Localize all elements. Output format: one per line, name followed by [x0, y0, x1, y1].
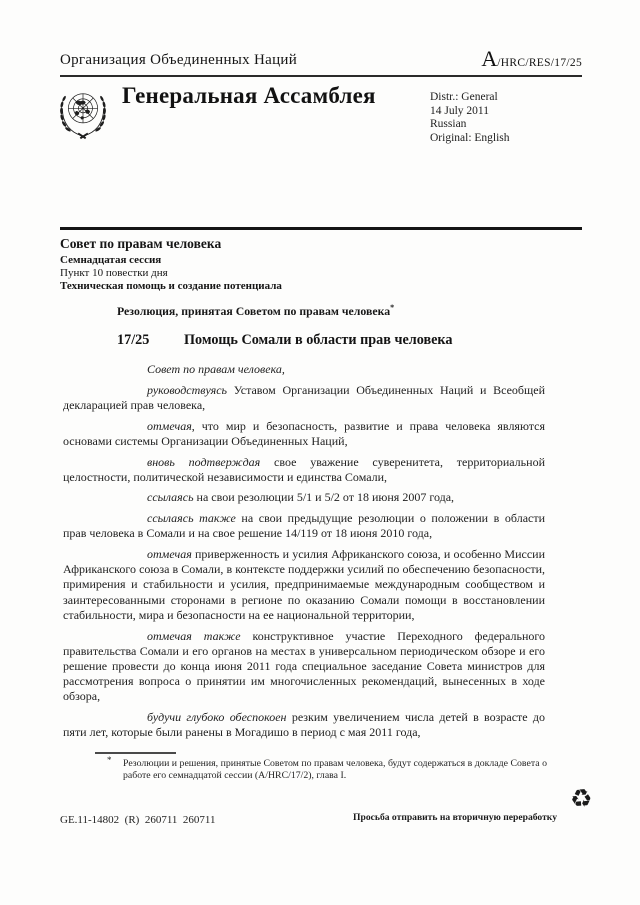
- document-symbol: [481, 46, 582, 72]
- resolution-title-row: [117, 332, 452, 349]
- resolution-preamble: [63, 362, 545, 746]
- original-language-line: Original: English: [430, 131, 510, 144]
- paragraph-body-text: на свои резолюции 5/1 и 5/2 от 18 июня 2007 года,: [193, 490, 455, 505]
- resolution-title: Помощь Сомали в области прав человека: [184, 332, 453, 348]
- paragraph-lead-italic: ссылаясь также: [147, 511, 236, 526]
- preamble-paragraph: [63, 710, 545, 740]
- date-line: 14 July 2011: [430, 104, 489, 117]
- paragraph-body-text: свое уважение суверенитета, территориальной целостности, политической независимости и единства Сомали,: [63, 454, 545, 484]
- header-divider: [60, 75, 582, 77]
- recycle-icon: ♻: [568, 783, 593, 814]
- paragraph-lead-italic: ссылаясь: [147, 490, 194, 505]
- council-name: Совет по правам человека: [60, 236, 222, 251]
- paragraph-lead-italic: отмечая: [147, 418, 192, 433]
- paragraph-lead-italic: будучи глубоко обеспокоен: [147, 710, 287, 725]
- paragraph-lead-italic: Совет по правам человека,: [147, 362, 285, 376]
- preamble-paragraph: [63, 362, 545, 377]
- footnote-mark: *: [107, 755, 112, 765]
- distr-line: Distr.: General: [430, 91, 498, 103]
- footnote-reference-mark: *: [390, 303, 395, 312]
- preamble-paragraph: [63, 490, 545, 505]
- agenda-item: Пункт 10 повестки дня: [60, 267, 168, 279]
- session-number: Семнадцатая сессия: [60, 254, 162, 266]
- document-id-footer: GE.11-14802 (R) 260711 260711: [60, 814, 216, 826]
- paragraph-body-text: резким увеличением числа детей в возрасте до пяти лет, которые были ранены в Могадишо в период с мая 2011 года,: [63, 710, 545, 740]
- document-symbol-letter: A: [481, 46, 498, 71]
- session-block: [60, 236, 282, 293]
- distribution-metadata: [430, 91, 510, 145]
- preamble-paragraph: [63, 511, 545, 541]
- paragraph-lead-italic: вновь подтверждая: [147, 454, 261, 469]
- paragraph-lead-italic: руководствуясь: [147, 382, 227, 397]
- preamble-paragraph: [63, 383, 545, 413]
- footnote-text: Резолюции и решения, принятые Советом по правам человека, будут содержаться в докладе Совета о работе его семнадцатой сессии (A/HRC/17/2), глава I.: [123, 758, 547, 782]
- language-line: Russian: [430, 118, 467, 130]
- preamble-paragraph: [63, 455, 545, 485]
- paragraph-lead-italic: отмечая: [147, 547, 192, 562]
- preamble-paragraph: [63, 547, 545, 623]
- organization-name: Организация Объединенных Наций: [60, 52, 298, 68]
- preamble-paragraph: [63, 629, 545, 705]
- page-title: Генеральная Ассамблея: [122, 83, 376, 108]
- preamble-paragraph: [63, 419, 545, 449]
- recycle-note: Просьба отправить на вторичную переработку: [353, 812, 557, 823]
- paragraph-body-text: конструктивное участие Переходного федерального правительства Сомали и его органов на местах в универсальном периодическом обзоре и его решение провести до конца июня 2011 года специальное заседание Совета министров для рассмотрения вопроса о принятии им многочисленных рекомендаций, вынесенных в ходе обзора,: [63, 628, 545, 704]
- paragraph-body-text: на свои предыдущие резолюции о положении в области прав человека в Сомали и на свое решение 14/119 от 18 июня 2010 года,: [63, 511, 546, 541]
- resolution-heading-text: Резолюция, принятая Советом по правам человека: [117, 303, 391, 318]
- section-divider: [60, 227, 582, 230]
- paragraph-body-text: Уставом Организации Объединенных Наций и Всеобщей декларацией прав человека,: [63, 382, 545, 412]
- un-emblem-icon: [56, 82, 110, 140]
- resolution-number: 17/25: [117, 332, 150, 348]
- paragraph-lead-italic: отмечая также: [147, 628, 241, 643]
- agenda-topic: Техническая помощь и создание потенциала: [60, 280, 282, 292]
- paragraph-body-text: , что мир и безопасность, развитие и права человека являются основами системы Организации Объединенных Наций,: [63, 418, 545, 448]
- paragraph-body-text: приверженность и усилия Африканского союза, и особенно Миссии Африканского союза в Сомали, в контексте поддержки усилий по обеспечению безопасности, примирения и стабильности и усилия, предпринимаемые международным сообществом и заинтересованными сторонами в регионе по оказанию Сомали помощи в восстановлении стабильности, мира и безопасности на ее национальной территории,: [63, 547, 545, 622]
- document-symbol-rest: /HRC/RES/17/25: [497, 57, 582, 69]
- resolution-heading: [117, 303, 394, 319]
- footnote-divider: [95, 752, 176, 754]
